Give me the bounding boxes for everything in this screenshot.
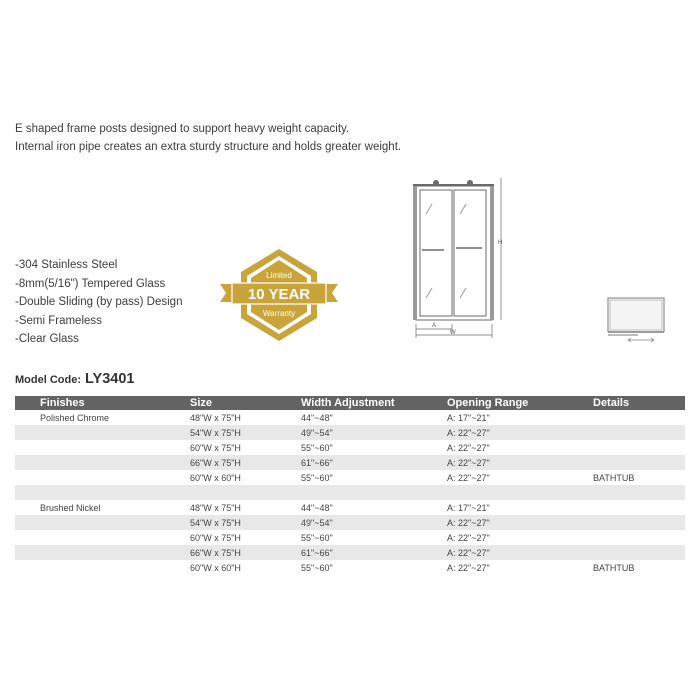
opening-label: A xyxy=(432,323,437,329)
opening-cell: A: 22"~27" xyxy=(447,545,593,560)
tub-interior xyxy=(610,300,662,330)
width-cell: 55"~60" xyxy=(301,562,333,573)
opening-cell: A: 17"~21" xyxy=(447,412,490,423)
details-cell: BATHTUB xyxy=(593,562,635,573)
size-cell: 60"W x 75"H xyxy=(190,442,241,453)
opening-cell: A: 22"~27" xyxy=(447,425,593,440)
details-cell xyxy=(593,545,685,560)
details-cell xyxy=(593,440,685,455)
width-cell: 55"~60" xyxy=(301,442,333,453)
opening-cell: A: 22"~27" xyxy=(447,442,490,453)
finish-cell xyxy=(15,485,190,500)
finish-cell xyxy=(15,560,190,575)
width-cell: 55"~60" xyxy=(301,472,333,483)
shower-door-diagram xyxy=(408,172,508,347)
roller xyxy=(468,181,473,186)
model-code-value: LY3401 xyxy=(85,371,135,387)
glass-reflection xyxy=(460,204,466,214)
opening-cell: A: 22"~27" xyxy=(447,472,490,483)
opening-cell: A: 17"~21" xyxy=(447,502,490,513)
table-row-spacer xyxy=(15,485,685,500)
size-cell: 54"W x 75"H xyxy=(190,425,301,440)
header-details: Details xyxy=(593,396,685,410)
badge-middle-text: 10 YEAR xyxy=(247,286,311,303)
left-glass-panel xyxy=(420,190,452,316)
header-size: Size xyxy=(190,396,301,410)
width-cell: 49"~54" xyxy=(301,425,447,440)
width-cell: 49"~54" xyxy=(301,515,447,530)
table-row xyxy=(15,440,685,455)
feature-list xyxy=(15,256,182,349)
model-code-label: Model Code: xyxy=(15,374,81,386)
opening-cell: A: 22"~27" xyxy=(447,455,593,470)
header-finishes: Finishes xyxy=(15,396,190,410)
height-label: H xyxy=(498,240,503,246)
size-cell: 60"W x 75"H xyxy=(190,532,241,543)
table-row xyxy=(15,560,685,575)
finish-cell xyxy=(15,515,190,530)
width-cell: 55"~60" xyxy=(301,532,333,543)
details-cell xyxy=(593,500,685,515)
header-opening-range: Opening Range xyxy=(447,396,593,410)
badge-top-text: Limited xyxy=(266,271,292,280)
feature-item: -304 Stainless Steel xyxy=(15,259,118,271)
details-cell xyxy=(593,410,685,425)
table-row xyxy=(15,410,685,425)
finish-cell xyxy=(15,440,190,455)
finish-cell xyxy=(15,455,190,470)
glass-reflection xyxy=(426,204,432,214)
intro-line-1: E shaped frame posts designed to support heavy weight capacity. xyxy=(15,123,350,135)
glass-reflection xyxy=(460,288,466,298)
warranty-badge xyxy=(218,246,340,344)
opening-cell: A: 22"~27" xyxy=(447,562,490,573)
left-post xyxy=(413,186,417,320)
details-cell: BATHTUB xyxy=(593,472,635,483)
table-row xyxy=(15,545,685,560)
size-cell: 48"W x 75"H xyxy=(190,412,241,423)
size-cell xyxy=(190,485,301,500)
intro-text xyxy=(15,120,401,156)
table-header-row xyxy=(15,396,685,410)
spec-table xyxy=(15,396,685,575)
right-glass-panel xyxy=(454,190,486,316)
details-cell xyxy=(593,515,685,530)
details-cell xyxy=(593,485,685,500)
feature-item: -8mm(5/16") Tempered Glass xyxy=(15,277,166,290)
table-row xyxy=(15,455,685,470)
size-cell: 66"W x 75"H xyxy=(190,455,301,470)
finish-cell: Brushed Nickel xyxy=(40,502,101,513)
width-cell: 61"~66" xyxy=(301,455,447,470)
size-cell: 54"W x 75"H xyxy=(190,515,301,530)
size-cell: 60"W x 60"H xyxy=(190,472,241,483)
details-cell xyxy=(593,455,685,470)
table-row xyxy=(15,515,685,530)
finish-cell xyxy=(15,545,190,560)
roller xyxy=(434,181,439,186)
feature-item: -Clear Glass xyxy=(15,333,79,345)
size-cell: 48"W x 75"H xyxy=(190,502,241,513)
badge-bottom-text: Warranty xyxy=(262,309,296,318)
opening-cell: A: 22"~27" xyxy=(447,515,593,530)
intro-line-2: Internal iron pipe creates an extra sturdy structure and holds greater weight. xyxy=(15,141,402,153)
finish-cell xyxy=(15,470,190,485)
width-cell: 61"~66" xyxy=(301,545,447,560)
table-row xyxy=(15,425,685,440)
width-cell: 44"~48" xyxy=(301,502,333,513)
top-view-diagram xyxy=(606,292,666,344)
size-cell: 60"W x 60"H xyxy=(190,562,241,573)
opening-cell xyxy=(447,485,593,500)
header-width-adjustment: Width Adjustment xyxy=(301,396,447,410)
table-row xyxy=(15,470,685,485)
feature-item: -Semi Frameless xyxy=(15,314,102,327)
details-cell xyxy=(593,530,685,545)
width-cell: 44"~48" xyxy=(301,412,333,423)
finish-cell xyxy=(15,530,190,545)
width-cell xyxy=(301,485,447,500)
finish-cell: Polished Chrome xyxy=(40,412,110,423)
finish-cell xyxy=(15,425,190,440)
right-post xyxy=(490,186,494,320)
width-label: W xyxy=(450,330,456,336)
details-cell xyxy=(593,425,685,440)
feature-item: -Double Sliding (by pass) Design xyxy=(15,296,183,308)
table-row xyxy=(15,500,685,515)
opening-cell: A: 22"~27" xyxy=(447,532,490,543)
table-row xyxy=(15,530,685,545)
model-code xyxy=(15,371,134,387)
glass-reflection xyxy=(426,288,432,298)
size-cell: 66"W x 75"H xyxy=(190,545,301,560)
